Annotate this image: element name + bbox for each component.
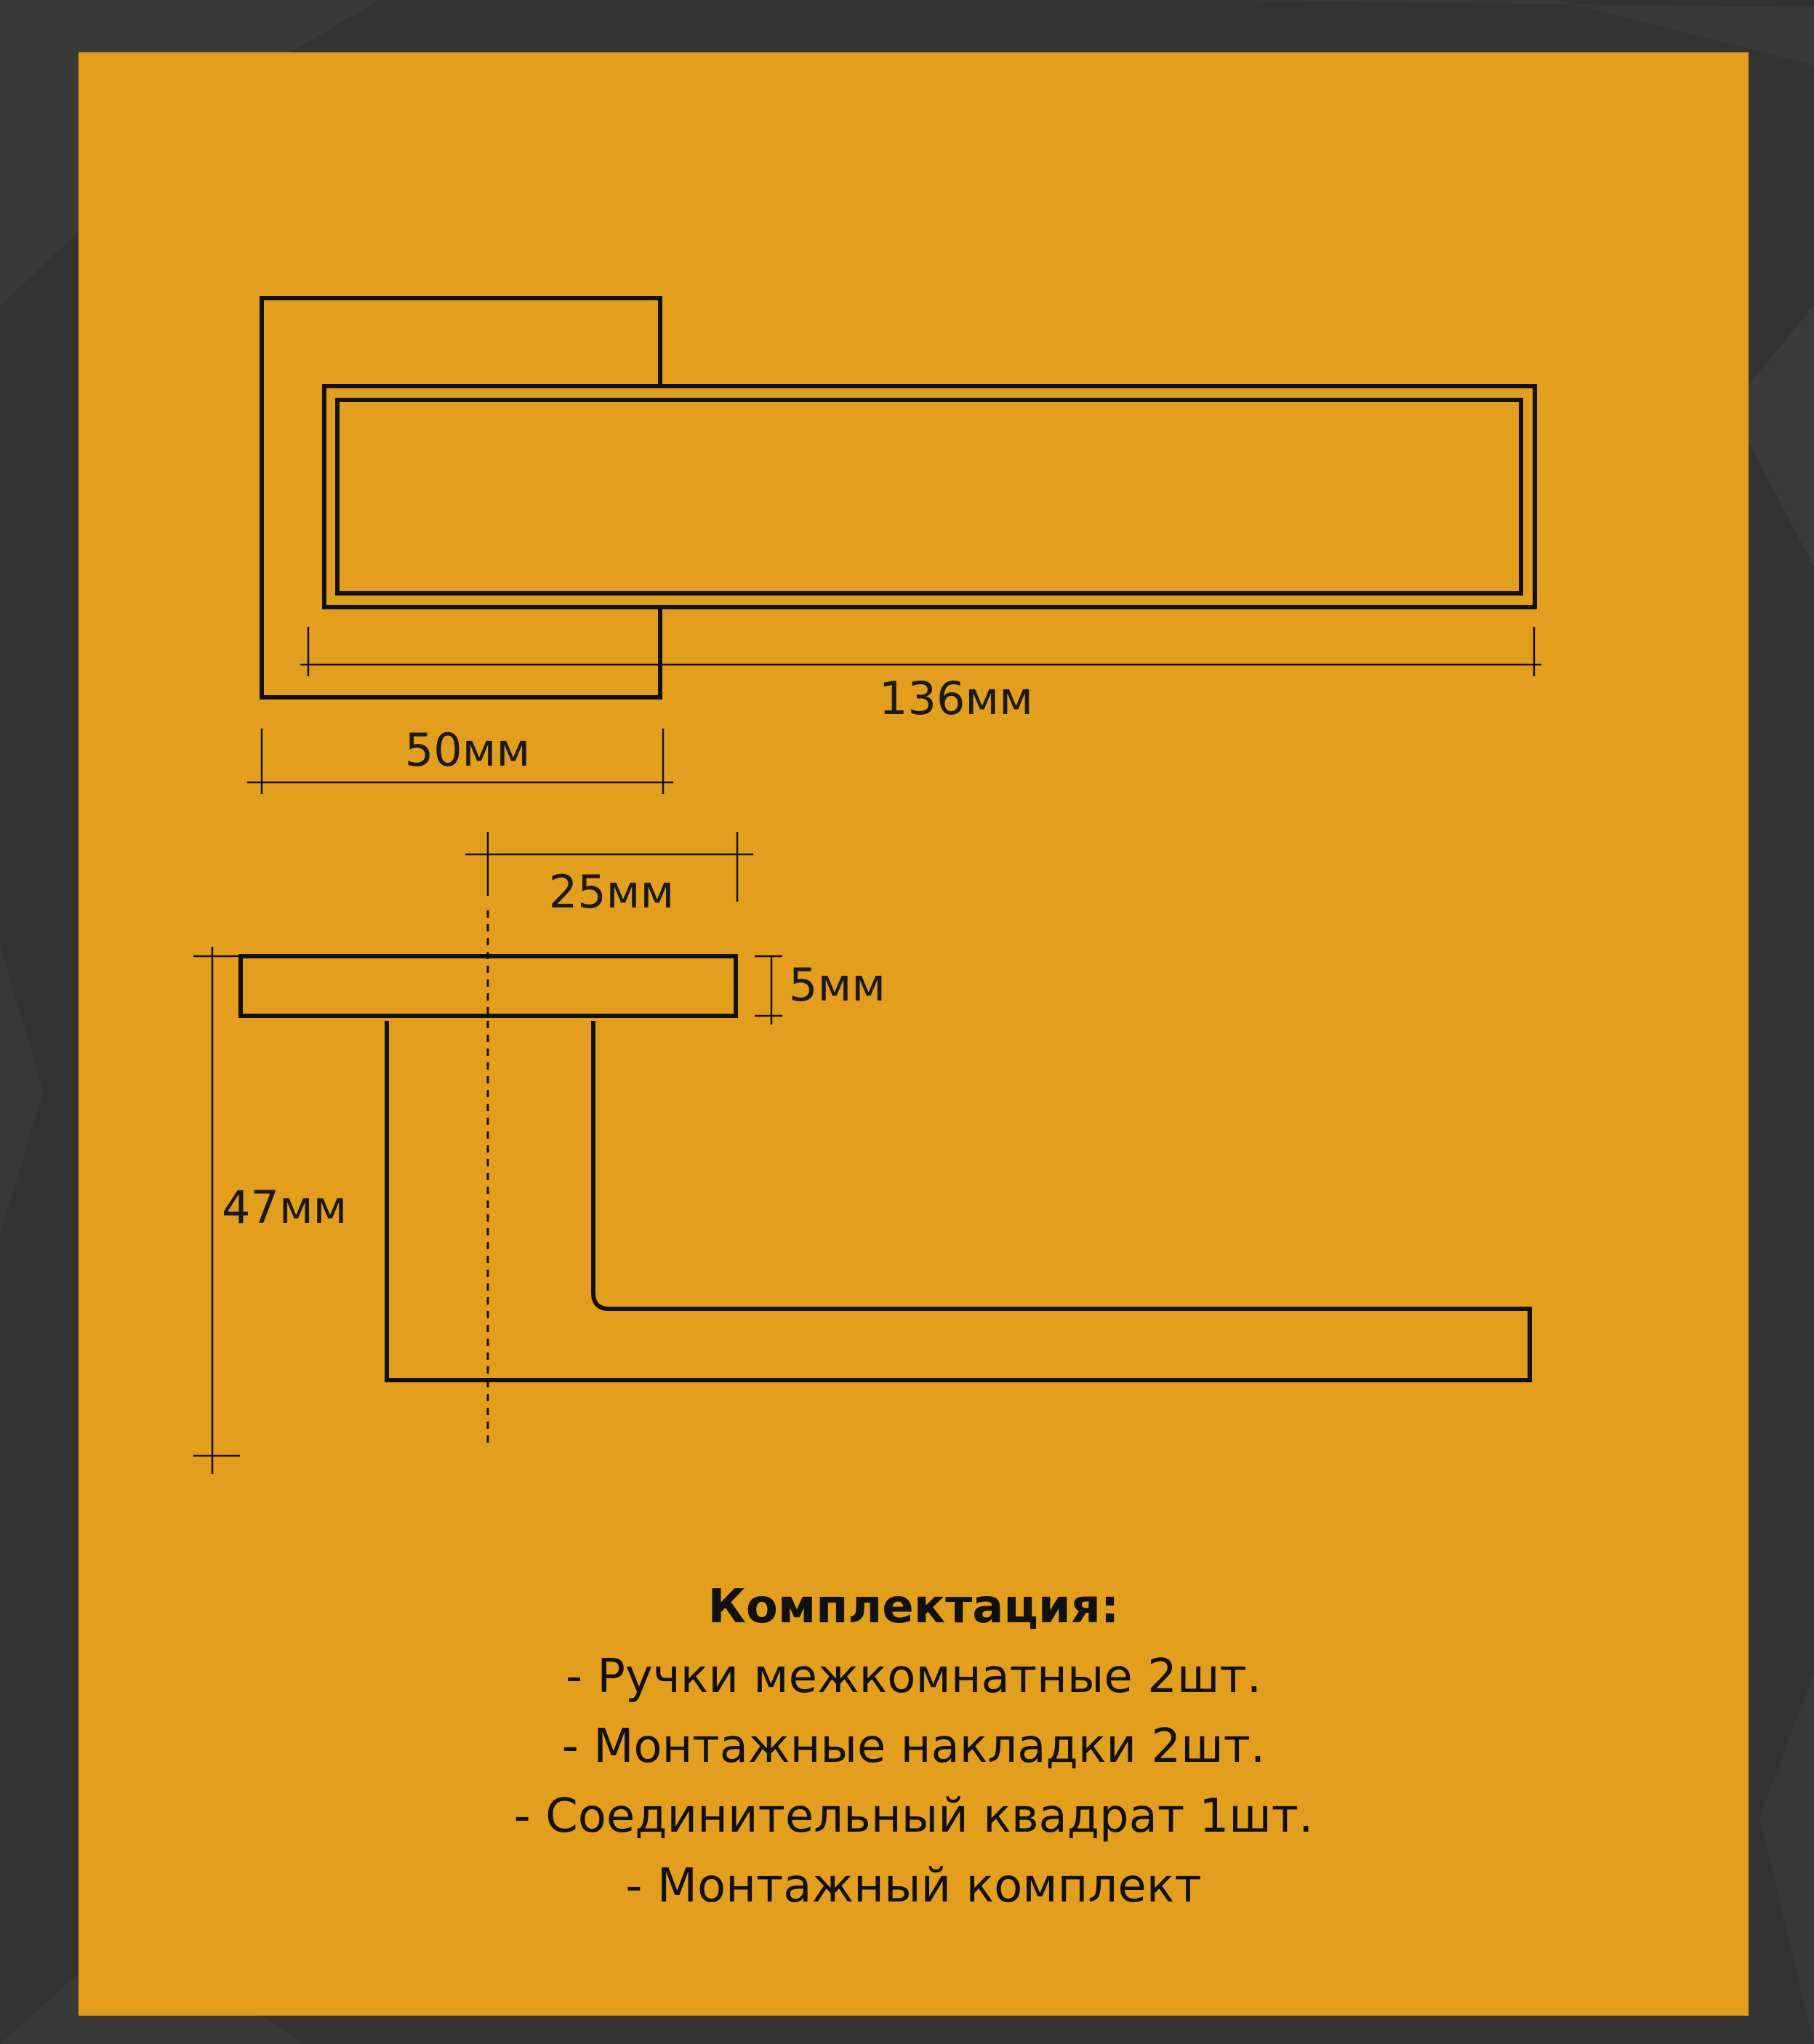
label-47mm: 47мм [222,1181,348,1234]
package-item: - Монтажные накладки 2шт. [561,1720,1266,1774]
label-136mm: 136мм [879,672,1033,725]
lever-side-view [387,1021,1530,1380]
lever-outer-top-view [324,386,1535,607]
label-25mm: 25мм [548,865,675,918]
label-50mm: 50мм [404,724,531,777]
drawing-panel [79,52,1749,2016]
package-contents [79,1572,1749,1921]
label-5mm: 5мм [789,958,886,1011]
package-item: - Соединительный квадрат 1шт. [513,1789,1314,1843]
package-item: - Монтажный комплект [625,1859,1202,1913]
package-title: Комплектация: [707,1580,1120,1634]
package-item: - Ручки межкомнатные 2шт. [565,1650,1262,1704]
